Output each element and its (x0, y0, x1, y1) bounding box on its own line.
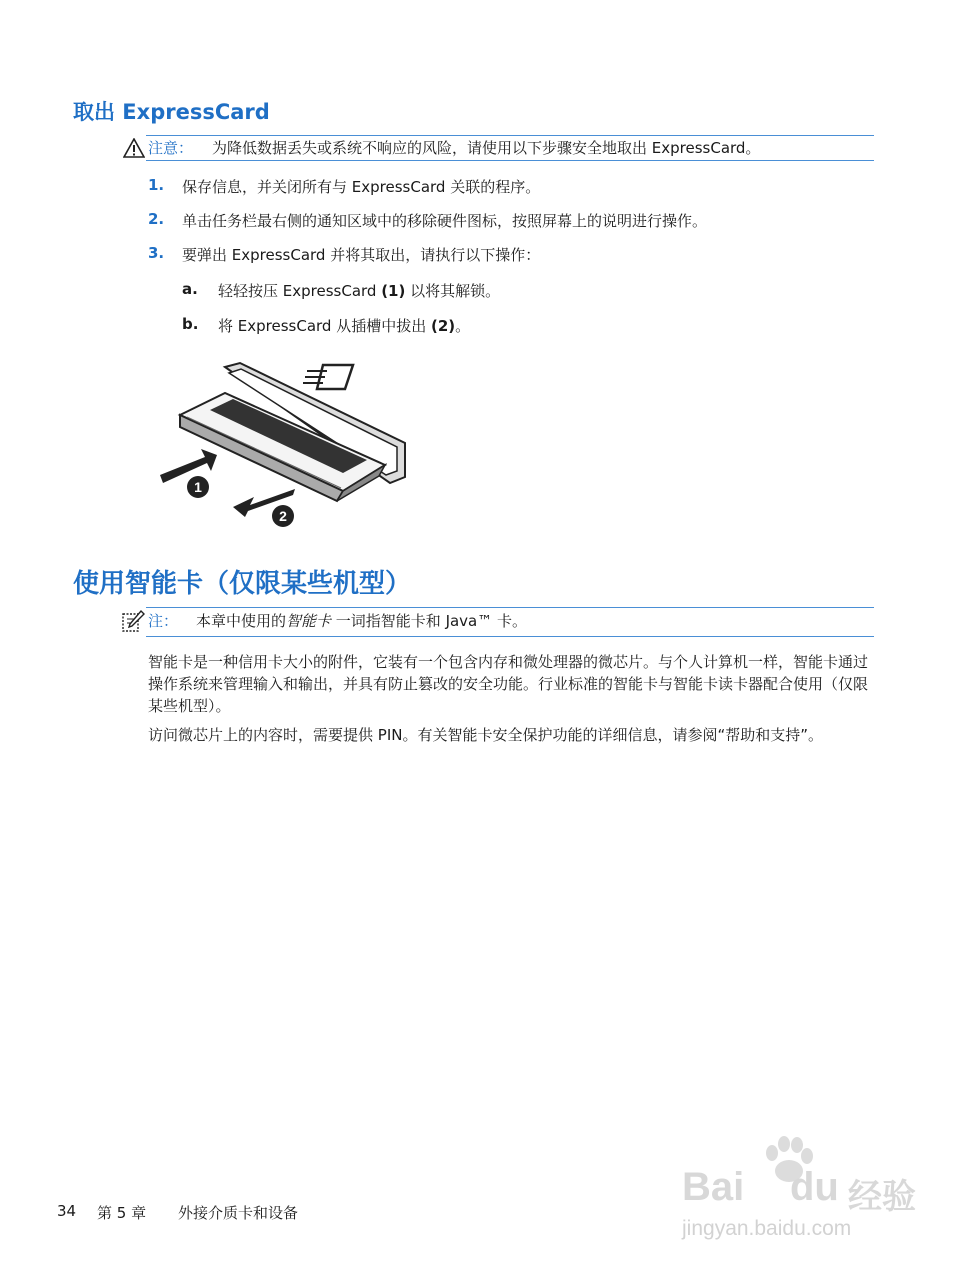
watermark-brand-left: Bai (682, 1165, 745, 1209)
caution-top-rule (146, 135, 874, 136)
baidu-jingyan-watermark (680, 1135, 940, 1245)
caution-text: 为降低数据丢失或系统不响应的风险，请使用以下步骤安全地取出 ExpressCard。 (212, 139, 761, 157)
callout-2-label: 2 (279, 508, 287, 524)
note-pencil-icon (121, 609, 145, 633)
note-bottom-rule (146, 636, 874, 637)
smart-card-paragraph-2: 访问微芯片上的内容时，需要提供 PIN。有关智能卡安全保护功能的详细信息，请参阅“帮助和支持”。 (148, 726, 824, 744)
step-text-2: 单击任务栏最右侧的通知区域中的移除硬件图标，按照屏幕上的说明进行操作。 (182, 212, 708, 230)
step-text-3: 要弹出 ExpressCard 并将其取出，请执行以下操作： (182, 246, 541, 264)
substep-letter-b: b. (182, 315, 199, 333)
substep-text-b: 将 ExpressCard 从插槽中拔出 (2)。 (218, 317, 471, 335)
caution-bottom-rule (146, 160, 874, 161)
substep-letter-a: a. (182, 280, 198, 298)
push-arrow-icon (160, 449, 217, 483)
substep-text-a: 轻轻按压 ExpressCard (1) 以将其解锁。 (218, 282, 501, 300)
expresscard-logo-icon (303, 365, 353, 389)
step-number-1: 1. (148, 176, 165, 194)
warning-icon (123, 138, 145, 158)
note-label: 注： (148, 612, 179, 630)
chapter-number: 第 5 章 (97, 1204, 147, 1222)
watermark-brand-right: du (790, 1165, 839, 1209)
expresscard-removal-illustration (155, 355, 420, 535)
section-title-remove-expresscard: 取出 ExpressCard (73, 100, 270, 124)
watermark-url: jingyan.baidu.com (682, 1217, 852, 1240)
smart-card-paragraph-1: 智能卡是一种信用卡大小的附件，它装有一个包含内存和微处理器的微芯片。与个人计算机一样，智能卡通过操作系统来管理输入和输出，并具有防止篡改的安全功能。行业标准的智能卡与智能卡读卡器配合使用（仅限某些机型）。 (148, 653, 869, 715)
note-top-rule (146, 607, 874, 608)
caution-label: 注意： (148, 139, 194, 157)
step-number-2: 2. (148, 210, 165, 228)
callout-1-label: 1 (194, 479, 202, 495)
page-number: 34 (57, 1202, 77, 1220)
step-text-1: 保存信息，并关闭所有与 ExpressCard 关联的程序。 (182, 178, 541, 196)
step-number-3: 3. (148, 244, 165, 262)
chapter-title: 外接介质卡和设备 (178, 1204, 299, 1222)
section-title-smart-card: 使用智能卡（仅限某些机型） (73, 569, 412, 599)
note-text: 本章中使用的智能卡 一词指智能卡和 Java™ 卡。 (196, 612, 528, 630)
watermark-brand-cn: 经验 (848, 1177, 916, 1217)
